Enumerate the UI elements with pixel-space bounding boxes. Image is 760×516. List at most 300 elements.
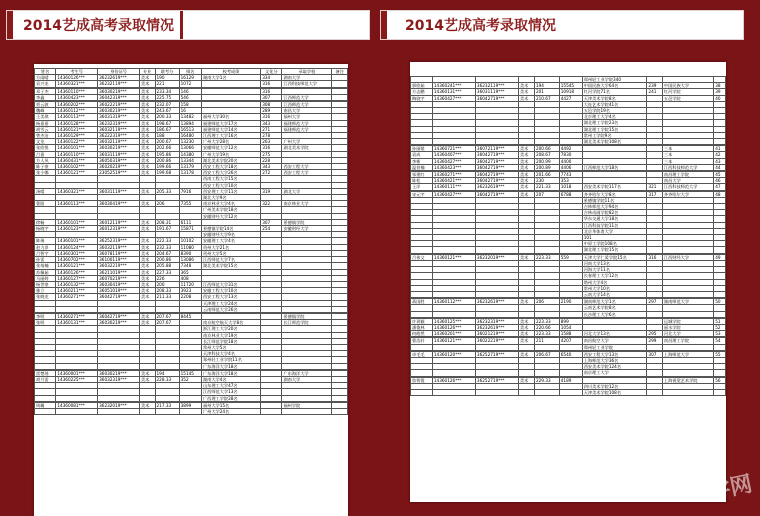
table-cell: 343 (261, 120, 282, 126)
table-cell: 美术 (139, 151, 155, 157)
table-cell: 福建师范大学17名 (201, 120, 260, 126)
table-cell: 天津美术学院8名 (582, 95, 647, 101)
table-cell: 郭欣茹 (411, 83, 433, 89)
table-cell: 316 (261, 88, 282, 94)
table-cell: 275 (261, 151, 282, 157)
table-cell: 美术 (139, 126, 155, 132)
table-cell: 南昌航空大学 (582, 338, 647, 344)
table-cell: 223.33 (534, 318, 559, 324)
table-cell: 西安工程大学10名 (201, 182, 260, 188)
table-cell: 王洋 (411, 184, 433, 190)
table-cell: 美术 (518, 299, 534, 305)
table-cell: 194 (155, 370, 179, 376)
table-cell: 204.67 (155, 250, 179, 256)
table-cell: 36232319*** (475, 318, 518, 324)
table-cell: 王美琪 (35, 114, 56, 120)
table-cell: 詹智霞 (411, 377, 433, 383)
table-cell: 福州大学15名 (201, 402, 260, 408)
table-row (35, 126, 348, 132)
table-cell: 美术 (518, 89, 534, 95)
banner-accent-bar (381, 11, 387, 39)
table-cell: 江西科技师范大学 (282, 81, 332, 87)
table-cell: 河北大学 (662, 331, 713, 337)
table-cell: 美术 (139, 257, 155, 263)
table-cell: 14360131*** (56, 320, 98, 326)
table-cell: 五邑学院 (662, 95, 713, 101)
table-cell: 36042719*** (475, 191, 518, 197)
table-cell: 4400 (559, 158, 582, 164)
column-header: 排名 (179, 69, 201, 75)
table-cell: 7743 (559, 172, 582, 178)
table-cell: 14360113*** (56, 114, 98, 120)
table-cell: 188 (155, 133, 179, 139)
table-row (35, 408, 348, 414)
table-row (411, 164, 726, 170)
table-cell: 14360423*** (56, 94, 98, 100)
table-cell (411, 389, 433, 395)
table-cell: 胡月雷 (35, 376, 56, 382)
table-cell: 福州学院 (282, 402, 332, 408)
table-cell: 安徽财经大学12名 (201, 213, 260, 219)
table-cell: 张灿楠 (35, 263, 56, 269)
table-cell: 南昌理工学院 (662, 172, 713, 178)
table-cell: 广西理工学院28名 (201, 395, 260, 401)
table-cell: 13894 (179, 120, 201, 126)
table-cell: 16129 (179, 75, 201, 81)
table-cell: 蒋国胜 (411, 299, 433, 305)
table-cell: 101 (582, 235, 647, 241)
table-cell: 1018 (559, 184, 582, 190)
table-cell: 36252719*** (475, 377, 518, 383)
table-cell: 11720 (179, 281, 201, 287)
table-row (411, 338, 726, 344)
table-cell: 14360121*** (56, 263, 98, 269)
table-cell: 13179 (179, 164, 201, 170)
table-cell: 马丽婷 (35, 275, 56, 281)
table-cell: 230 (534, 178, 559, 184)
table-cell: 546 (179, 94, 201, 100)
table-cell: 山东理工大学47名 (201, 383, 260, 389)
table-cell: 方人风 (35, 157, 56, 163)
table-cell: 3923 (179, 288, 201, 294)
table-cell: 211 (534, 338, 559, 344)
table-cell: 温伯楠 (411, 164, 433, 170)
table-cell: 塔州大学4名 (582, 279, 647, 285)
table-cell: 36030219*** (98, 145, 140, 151)
watermark: 学网 (706, 471, 755, 506)
table-cell: 50 (714, 299, 726, 305)
table-cell: 杨世豪 (35, 281, 56, 287)
column-header: 姓名 (35, 69, 56, 75)
table-cell: 美术 (139, 288, 155, 294)
table-cell: 53 (714, 331, 726, 337)
table-cell: 200.33 (155, 114, 179, 120)
table-cell: 西安美术学院124名 (582, 364, 647, 370)
table-cell: 36021219*** (475, 331, 518, 337)
table-cell (475, 389, 518, 395)
table-cell: 江西财经大学 (662, 254, 713, 260)
table-cell: 美术 (139, 238, 155, 244)
table-cell: 207 (534, 191, 559, 197)
table-cell: 223.33 (534, 254, 559, 260)
table-cell: 208.33 (155, 288, 179, 294)
table-cell: 美术 (139, 108, 155, 114)
table-cell: 158 (179, 102, 201, 108)
table-cell (332, 408, 348, 414)
table-cell: 36042719*** (475, 95, 518, 101)
table-cell: 西安工程大学 (282, 170, 332, 176)
table-cell: 美术 (139, 120, 155, 126)
table-cell: 23052519*** (98, 170, 140, 176)
table-cell: 天津大学仁爱学院15名 (582, 254, 647, 260)
table-cell: 36022219*** (475, 338, 518, 344)
table-cell: 39 (714, 89, 726, 95)
table-cell: 14380 (179, 151, 201, 157)
table-cell: 河南大学13名 (582, 260, 647, 266)
table-cell: 13230 (179, 139, 201, 145)
table-cell: 文龙 (35, 139, 56, 145)
table-cell: 五邑学院19名 (582, 108, 647, 114)
table-cell: 4406 (559, 164, 582, 170)
table-cell: 汤晴 (35, 188, 56, 194)
table-cell: 天津科技大学4名 (201, 351, 260, 357)
table-cell: 华东交通大学18名 (582, 216, 647, 222)
table-cell: 美术 (518, 172, 534, 178)
table-cell: 红河学院71名 (582, 89, 647, 95)
table-cell: 233.34 (155, 88, 179, 94)
column-header: 身份证号 (98, 69, 140, 75)
table-row (35, 81, 348, 87)
table-cell: 胡雪云 (35, 126, 56, 132)
table-cell: 景德镇学院 (282, 313, 332, 319)
table-cell: 14360225*** (56, 376, 98, 382)
table-cell: 南京航空航天大学8名 (201, 320, 260, 326)
table-cell: 西安工程大学13名 (582, 351, 647, 357)
table-cell: 中国民族大学 (662, 83, 713, 89)
table-cell: 浙江理工大学20名 (201, 326, 260, 332)
table-cell: 36030219*** (98, 88, 140, 94)
table-cell: 199.68 (155, 170, 179, 176)
table-cell: 景德镇学院11名 (582, 197, 647, 203)
table-cell: 14360101*** (56, 145, 98, 151)
table-cell: 美术 (139, 275, 155, 281)
table-cell: 4492 (559, 146, 582, 152)
table-cell: 210.67 (534, 95, 559, 101)
table-cell: 江西科技学院11名 (582, 222, 647, 228)
table-cell: 南京林业大学 (282, 201, 332, 207)
table-cell: 36032219*** (98, 263, 140, 269)
table-cell: 15545 (559, 83, 582, 89)
table-cell: 200.89 (534, 164, 559, 170)
table-row (35, 120, 348, 126)
table-cell: 河北大学13名 (582, 331, 647, 337)
table-cell: 319 (261, 188, 282, 194)
table-cell: 美术 (139, 75, 155, 81)
table-cell: 49 (714, 254, 726, 260)
table-cell: 14360101*** (56, 238, 98, 244)
table-cell (534, 389, 559, 395)
table-cell: 河海大学11名 (582, 267, 647, 273)
table-cell: 湖南大学1名 (201, 75, 260, 81)
table-cell: 239 (647, 83, 662, 89)
table-cell: 36050319*** (98, 157, 140, 163)
table-cell (647, 389, 662, 395)
table-cell: 46 (714, 178, 726, 184)
table-cell: 208.67 (534, 152, 559, 158)
table-cell: 景德镇学院 (282, 219, 332, 225)
table-row (411, 331, 726, 337)
table-cell: 常州大学5名 (201, 344, 260, 350)
column-header: 联考分 (155, 69, 179, 75)
table-cell: 207.67 (155, 320, 179, 326)
table-cell: 天津理工大学24名 (201, 300, 260, 306)
table-cell: 三本 (662, 146, 713, 152)
table-cell: 200.86 (155, 257, 179, 263)
table-cell: 36042719*** (98, 294, 140, 300)
table-cell: 225.75 (155, 94, 179, 100)
table-cell: 14360427*** (432, 95, 475, 101)
table-cell: 44 (714, 164, 726, 170)
table-cell: 湖北大学9名 (201, 195, 260, 201)
left-banner (6, 10, 370, 40)
table-cell: 297 (647, 299, 662, 305)
table-cell: 36031319*** (98, 114, 140, 120)
table-cell: 安徽师范大学12名 (201, 145, 260, 151)
table-cell: 36042319*** (98, 94, 140, 100)
table-cell: 美术 (139, 114, 155, 120)
table-cell: 上海师范大学 (662, 351, 713, 357)
table-row (411, 178, 726, 184)
table-cell: 长沙理工大学6名 (582, 311, 647, 317)
table-cell: 45 (714, 172, 726, 178)
table-cell: 美术 (518, 178, 534, 184)
table-cell: 李鑫 (35, 94, 56, 100)
right-banner (380, 10, 744, 40)
table-cell: 张晓龙 (35, 294, 56, 300)
table-cell: 湖南师范大学 (662, 299, 713, 305)
table-cell: 郑州轻工业学院 (582, 344, 647, 350)
table-cell: 何皓然 (411, 331, 433, 337)
table-row (411, 172, 726, 178)
table-cell: 232.07 (155, 102, 179, 108)
table-cell: 卓毛毛 (411, 351, 433, 357)
table-cell: 景德镇学院14名 (201, 226, 260, 232)
table-row (411, 351, 726, 357)
table-cell: 11080 (179, 244, 201, 250)
table-cell: 广州大学24名 (201, 408, 260, 414)
table-cell: 40 (714, 95, 726, 101)
table-cell (714, 389, 726, 395)
table-cell: 郑州轻工业学院11名 (201, 357, 260, 363)
table-cell: 湖南大学 (282, 75, 332, 81)
table-cell: 322 (261, 201, 282, 207)
table-cell: 36232619*** (475, 324, 518, 330)
table-cell: 赵力昂 (35, 244, 56, 250)
table-cell: 36222319*** (98, 133, 140, 139)
table-row (411, 377, 726, 383)
table-cell (179, 408, 201, 414)
table-cell: 36232619*** (475, 299, 518, 305)
table-cell: 14360112*** (432, 299, 475, 305)
table-cell: 常州工学院9名 (582, 132, 647, 138)
table-cell: 西安工程大学 (282, 164, 332, 170)
table-cell: 352 (179, 376, 201, 382)
table-cell: 西安工程大学18名 (201, 164, 260, 170)
table-cell: 西安工程大学26名 (201, 170, 260, 176)
table-cell: 14360301*** (56, 250, 98, 256)
table-cell: 江西理工大学16名 (201, 133, 260, 139)
table-cell: 14360421*** (432, 178, 475, 184)
table-cell: 14360121*** (432, 338, 475, 344)
table-cell: 贾云波 (35, 102, 56, 108)
table-cell: 美术 (518, 146, 534, 152)
table-row (35, 201, 348, 207)
table-cell: 15145 (179, 370, 201, 376)
table-cell: 16513 (179, 126, 201, 132)
table-header-row (35, 69, 348, 75)
table-cell: 243.67 (155, 108, 179, 114)
table-cell: 湖南师范大学1名 (582, 299, 647, 305)
table-cell: 孙雷 (35, 257, 56, 263)
table-cell: 14360126*** (432, 377, 475, 383)
table-cell: 56 (714, 377, 726, 383)
table-cell: 14360702*** (56, 257, 98, 263)
table-cell: 16 (179, 108, 201, 114)
table-cell: 343 (261, 164, 282, 170)
table-cell: 14360271*** (56, 294, 98, 300)
column-header: 备注 (332, 69, 348, 75)
table-cell: 美术 (518, 377, 534, 383)
table-cell: 美术 (518, 318, 534, 324)
table-cell: 4207 (559, 338, 582, 344)
table-cell: 217.33 (155, 402, 179, 408)
table-cell: 齐齐哈尔大学 (662, 191, 713, 197)
table-cell: 雅立 (35, 288, 56, 294)
table-cell: 334 (261, 75, 282, 81)
table-cell: 14360202*** (56, 102, 98, 108)
table-cell: 美术 (139, 313, 155, 319)
table-cell: 湖北美术学院 (282, 145, 332, 151)
table-cell: 运城学院 (662, 318, 713, 324)
table-cell (282, 408, 332, 414)
table-cell: 14360321*** (56, 81, 98, 87)
table-cell: 美术 (518, 95, 534, 101)
table-cell: 江西师范大学31名 (201, 281, 260, 287)
table-cell: 191.67 (155, 226, 179, 232)
table-cell: 美术 (139, 164, 155, 170)
table-cell: 美术 (139, 320, 155, 326)
table-cell: 广东海洋大学 (282, 370, 332, 376)
table-row (411, 184, 726, 190)
table-cell: 江西师范大学13名 (201, 389, 260, 395)
table-cell: 200.99 (534, 158, 559, 164)
table-cell: 13344 (179, 157, 201, 163)
table-cell: 中国民族大学64名 (582, 83, 647, 89)
table-cell: 杨嘉嘉 (35, 120, 56, 126)
table-cell: 云南师范大学26名 (201, 306, 260, 312)
table-cell: 孙丽媛 (411, 146, 433, 152)
table-cell (432, 389, 475, 395)
table-cell: 广州大学28名 (201, 139, 260, 145)
table-cell: 316 (261, 81, 282, 87)
table-cell: 201.66 (534, 172, 559, 178)
table-cell: 安徽理工大学4名 (201, 238, 260, 244)
left-document-page (34, 64, 348, 516)
table-cell: 36032119*** (98, 139, 140, 145)
table-cell: 美术 (139, 145, 155, 151)
table-row (411, 89, 726, 95)
table-cell: 袁成 (411, 152, 433, 158)
table-cell: 14360121*** (432, 254, 475, 260)
table-cell: 1588 (559, 331, 582, 337)
table-cell: 365 (179, 269, 201, 275)
table-cell: 曾杰洁 (35, 133, 56, 139)
table-cell: 广州大学19名 (201, 151, 260, 157)
table-cell: 36232019*** (475, 254, 518, 260)
table-cell: 南京林业大学19名 (201, 332, 260, 338)
table-cell: 408 (179, 275, 201, 281)
right-document-page (410, 62, 726, 502)
table-cell: 吕嘉 (35, 151, 56, 157)
table-cell: 1072 (179, 81, 201, 87)
table-cell: 36031119*** (98, 188, 140, 194)
table-cell: 周璐 (35, 402, 56, 408)
table-cell: 14360431*** (56, 157, 98, 163)
table-cell: 美术 (518, 152, 534, 158)
table-cell: 36051019*** (98, 288, 140, 294)
table-cell: 三本 (662, 152, 713, 158)
table-cell: 8445 (179, 313, 201, 319)
table-cell: 206 (155, 201, 179, 207)
table-row (35, 370, 348, 376)
table-cell: 福州大学30名 (201, 114, 260, 120)
table-cell: 美术 (139, 188, 155, 194)
table-cell: 红河学院 (662, 89, 713, 95)
table-cell: 14360427*** (432, 191, 475, 197)
table-cell: 202.66 (155, 145, 179, 151)
table-cell: 316 (261, 114, 282, 120)
table-cell: 福建师范大学 (282, 126, 332, 132)
table-cell: 36232119*** (98, 81, 140, 87)
table-cell: 205.88 (155, 263, 179, 269)
table-cell: 美术 (139, 370, 155, 376)
table-cell: 贵州大学5名 (201, 250, 260, 256)
table-cell: 14360423*** (432, 164, 475, 170)
table-cell: 14360271*** (432, 172, 475, 178)
table-cell: 41 (714, 146, 726, 152)
table-cell: 广州美术学院18名 (201, 207, 260, 213)
table-cell: 14360129*** (56, 133, 98, 139)
table-cell: 308 (261, 102, 282, 108)
table-cell: 317 (647, 191, 662, 197)
table-cell: 205.33 (155, 188, 179, 194)
table-cell: 48 (714, 191, 726, 197)
table-cell: 美术 (139, 294, 155, 300)
table-cell: 湖南大学 (282, 376, 332, 382)
table-cell: 272 (261, 170, 282, 176)
table-cell: 36022219*** (98, 102, 140, 108)
table-cell: 195.86 (155, 151, 179, 157)
table-cell: 36232619*** (475, 184, 518, 190)
table-cell: 美术 (518, 191, 534, 197)
table-row (35, 219, 348, 225)
table-cell: 14360126*** (56, 75, 98, 81)
table-cell: 3899 (179, 402, 201, 408)
table-cell: 安徽财经大学 (282, 226, 332, 232)
table-cell: 14360201*** (432, 331, 475, 337)
table-cell: 559 (559, 254, 582, 260)
table-cell: 14360407*** (432, 152, 475, 158)
